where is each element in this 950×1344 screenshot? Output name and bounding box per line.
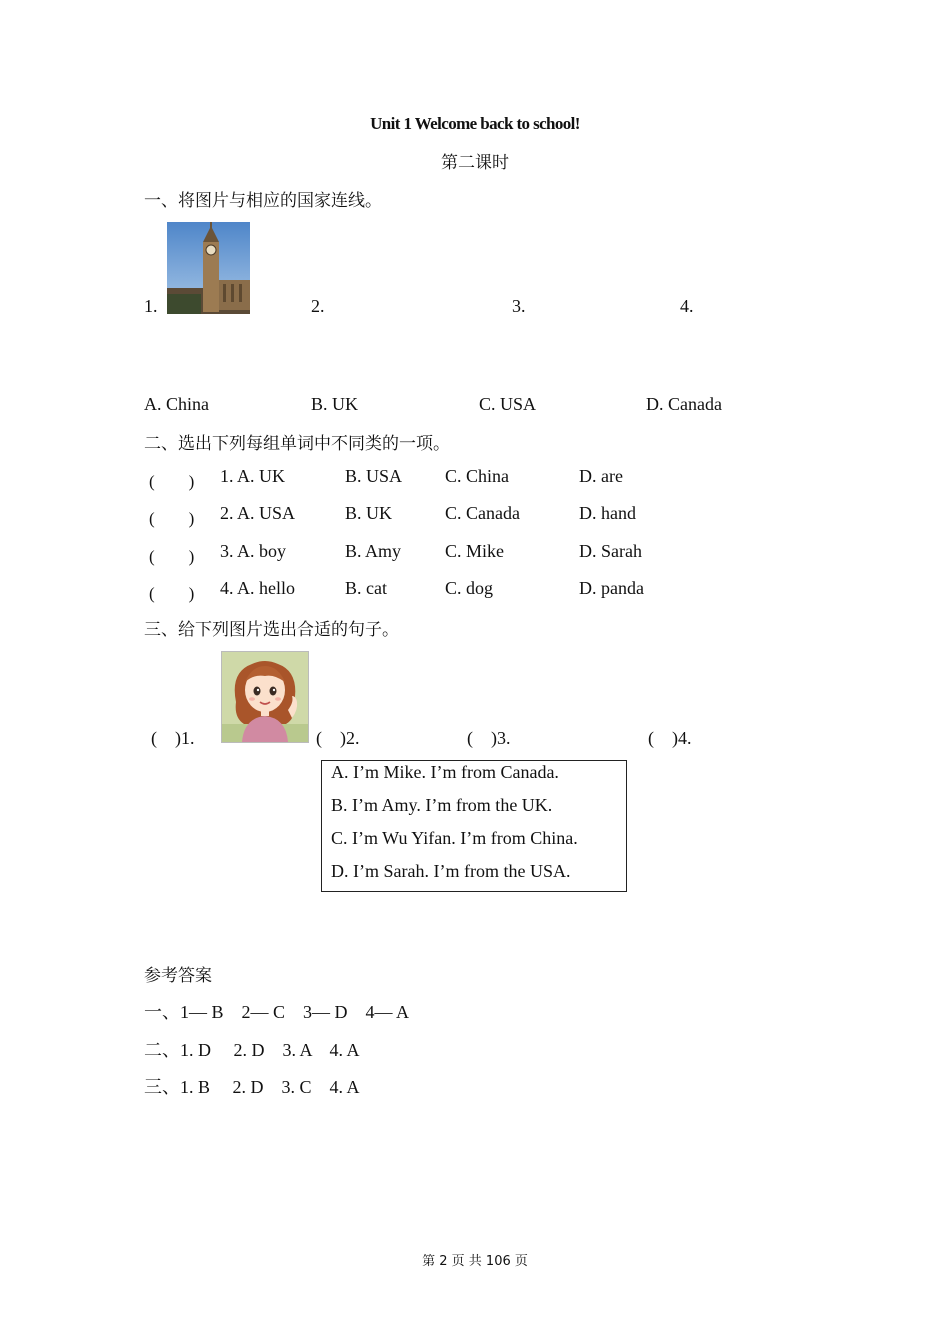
choice-b: B. UK <box>345 503 393 523</box>
choice-b: B. cat <box>345 578 387 598</box>
answer-blank: ( ) <box>149 584 195 603</box>
answer-blank: ( ) <box>149 509 195 528</box>
part1-number-3: 3. <box>512 296 526 316</box>
choice-b: B. USA <box>345 466 403 486</box>
part3-item-3: ( )3. <box>467 728 511 748</box>
part3-item-2: ( )2. <box>316 728 360 748</box>
part1-number-2: 2. <box>311 296 325 316</box>
part3-item-4: ( )4. <box>648 728 692 748</box>
option-canada: D. Canada <box>646 394 722 414</box>
sentence-a: A. I’m Mike. I’m from Canada. <box>331 762 559 782</box>
choice-d: D. Sarah <box>579 541 642 561</box>
part1-number-1: 1. <box>144 296 158 316</box>
choice-b: B. Amy <box>345 541 402 561</box>
answers-heading: 参考答案 <box>144 966 212 986</box>
choice-c: C. Canada <box>445 503 520 523</box>
question-item: 2. A. USA <box>220 503 296 523</box>
choice-d: D. are <box>579 466 623 486</box>
option-china: A. China <box>144 394 209 414</box>
sentence-options-box <box>321 760 627 892</box>
option-usa: C. USA <box>479 394 537 414</box>
part3-item-1: ( )1. <box>151 728 195 748</box>
answer-blank: ( ) <box>149 547 195 566</box>
answers-part3: 三、1. B 2. D 3. C 4. A <box>144 1077 360 1097</box>
question-item: 3. A. boy <box>220 541 287 561</box>
choice-d: D. hand <box>579 503 636 523</box>
part1-number-4: 4. <box>680 296 694 316</box>
choice-c: C. dog <box>445 578 494 598</box>
answers-part1: 一、1— B 2— C 3— D 4— A <box>144 1002 410 1022</box>
part1-heading: 一、将图片与相应的国家连线。 <box>144 191 382 211</box>
sentence-b: B. I’m Amy. I’m from the UK. <box>331 795 553 815</box>
part3-heading: 三、给下列图片选出合适的句子。 <box>144 620 399 640</box>
lesson-subtitle: 第二课时 <box>441 153 509 173</box>
choice-d: D. panda <box>579 578 644 598</box>
page-title: Unit 1 Welcome back to school! <box>370 114 580 133</box>
sentence-d: D. I’m Sarah. I’m from the USA. <box>331 861 571 881</box>
choice-c: C. China <box>445 466 510 486</box>
page-footer: 第 2 页 共 106 页 <box>422 1254 528 1269</box>
answer-blank: ( ) <box>149 472 195 491</box>
part2-heading: 二、选出下列每组单词中不同类的一项。 <box>144 434 450 454</box>
sentence-c: C. I’m Wu Yifan. I’m from China. <box>331 828 578 848</box>
question-item: 4. A. hello <box>220 578 295 598</box>
girl-cartoon-picture <box>221 651 309 743</box>
choice-c: C. Mike <box>445 541 505 561</box>
option-uk: B. UK <box>311 394 359 414</box>
big-ben-photo <box>167 222 250 314</box>
answers-part2: 二、1. D 2. D 3. A 4. A <box>144 1040 360 1060</box>
question-item: 1. A. UK <box>220 466 286 486</box>
